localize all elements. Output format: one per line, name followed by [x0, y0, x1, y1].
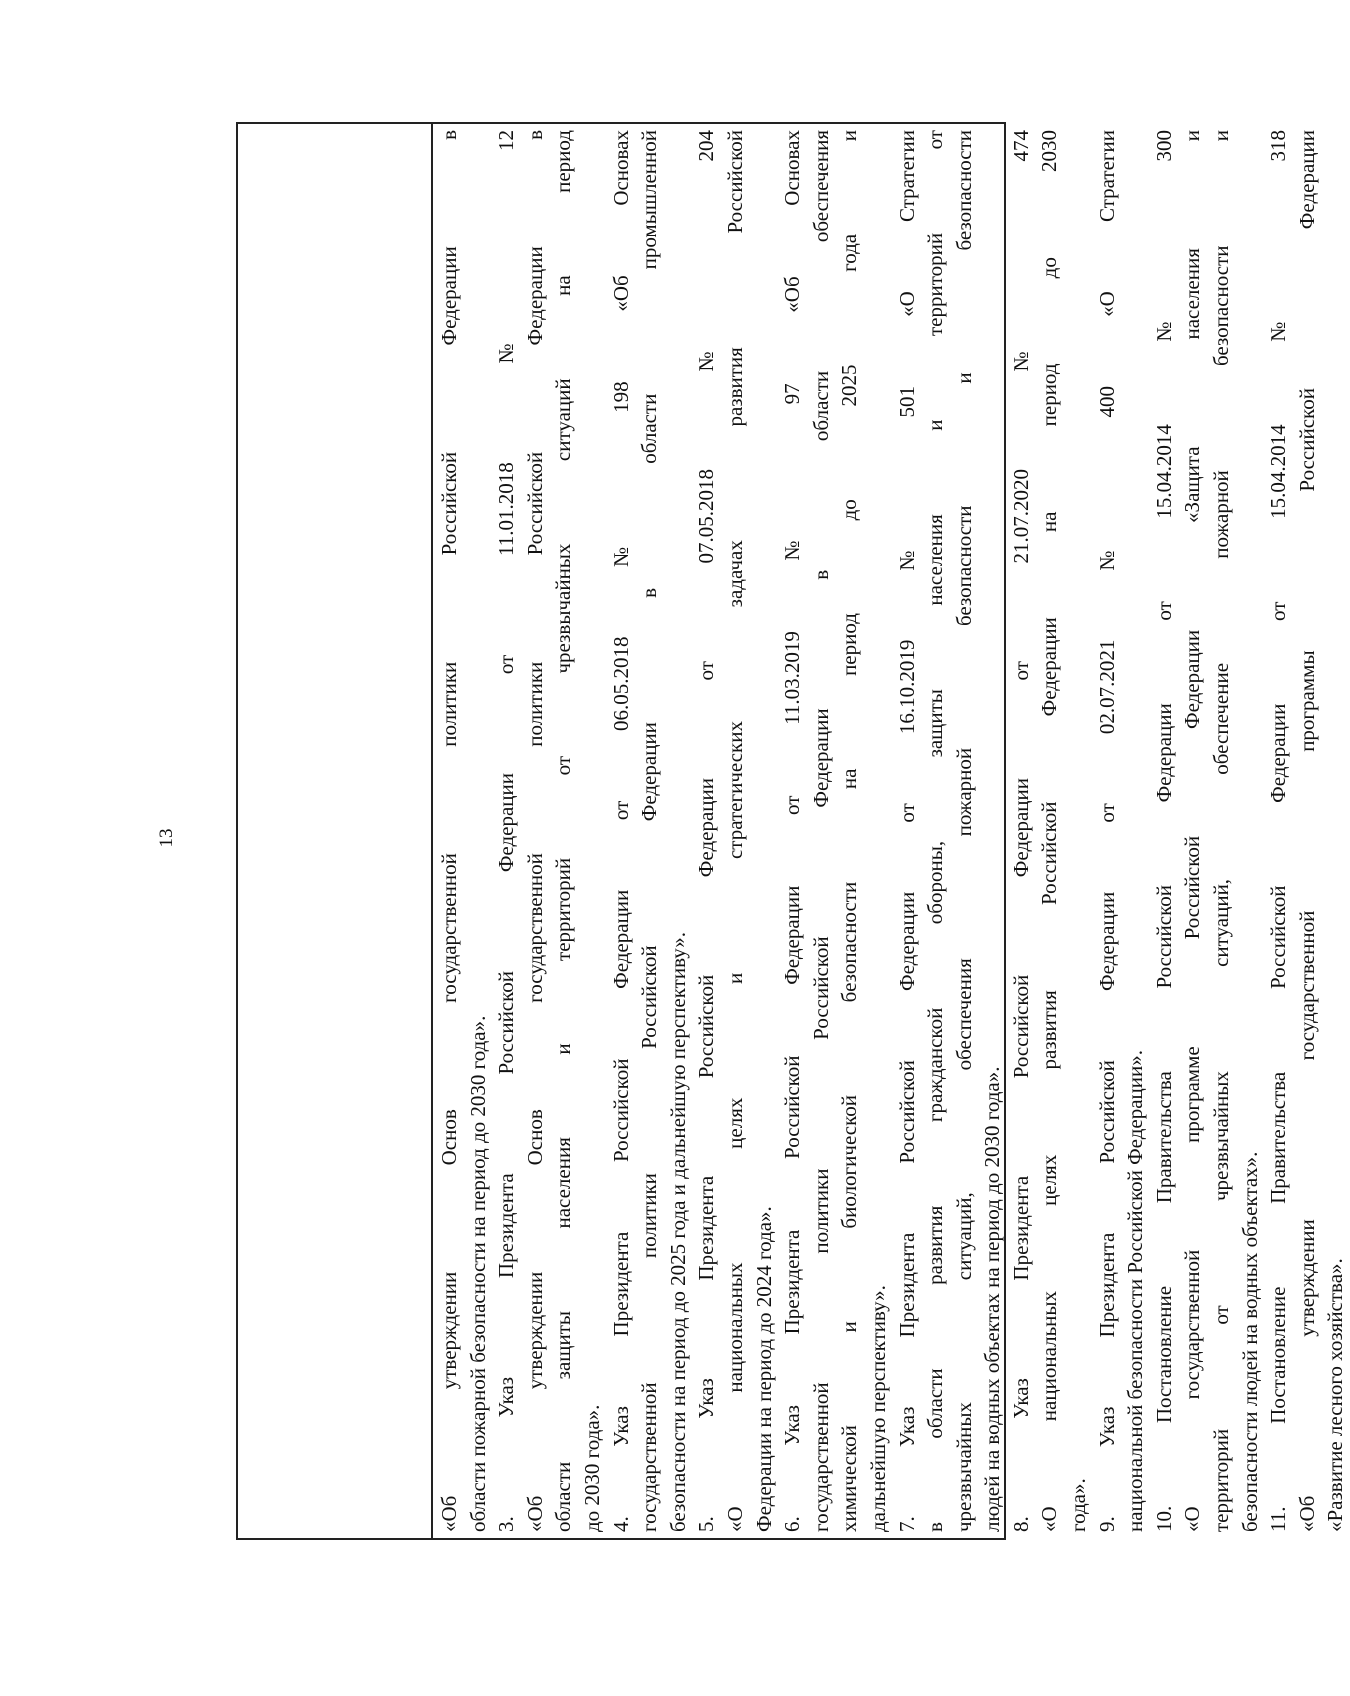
legal-acts-list	[435, 130, 1350, 1532]
text-line: области защиты населения и территорий от чрезвычайных ситуаций на период	[551, 130, 576, 1532]
text-line: 3. Указ Президента Российской Федерации от 11.01.2018 № 12	[494, 130, 519, 1532]
text-line: «О национальных целях и стратегических задачах развития Российской	[722, 130, 747, 1532]
text-line: безопасности людей на водных объектах».	[1237, 1151, 1262, 1532]
text-line: «Об утверждении Основ государственной политики Российской Федерации в	[437, 130, 461, 1532]
page-number: 13	[156, 828, 177, 848]
text-line: национальной безопасности Российской Федерации».	[1123, 1049, 1148, 1532]
text-line: области пожарной безопасности на период до 2030 года».	[465, 1015, 490, 1532]
text-line: 4. Указ Президента Российской Федерации от 06.05.2018 № 198 «Об Основах	[608, 130, 633, 1532]
text-line: до 2030 года».	[579, 1404, 604, 1532]
text-line: 11. Постановление Правительства Российской Федерации от 15.04.2014 № 318	[1266, 130, 1291, 1532]
text-line: Федерации на период до 2024 года».	[751, 1206, 776, 1532]
rotated-page	[144, 114, 1348, 1562]
text-line: в области развития гражданской обороны, защиты населения и территорий от	[923, 130, 948, 1532]
text-line: химической и биологической безопасности на период до 2025 года и	[837, 130, 862, 1532]
text-line: 5. Указ Президента Российской Федерации от 07.05.2018 № 204	[694, 130, 719, 1532]
text-line: «О государственной программе Российской Федерации «Защита населения и	[1180, 130, 1205, 1532]
text-line: государственной политики Российской Федерации в области обеспечения	[808, 130, 833, 1532]
text-line: «О национальных целях развития Российской Федерации на период до 2030	[1037, 130, 1062, 1532]
text-line: года».	[1066, 1478, 1091, 1532]
text-line: чрезвычайных ситуаций, обеспечения пожарной безопасности и безопасности	[951, 130, 976, 1532]
text-line: «Развитие лесного хозяйства».	[1323, 1258, 1348, 1532]
text-line: дальнейшую перспективу».	[865, 1285, 890, 1532]
text-line: 9. Указ Президента Российской Федерации от 02.07.2021 № 400 «О Стратегии	[1094, 130, 1119, 1532]
text-line: людей на водных объектах на период до 2030 года».	[980, 1066, 1005, 1532]
text-line: безопасности на период до 2025 года и дальнейшую перспективу».	[665, 931, 690, 1532]
text-line: 10. Постановление Правительства Российской Федерации от 15.04.2014 № 300	[1151, 130, 1176, 1532]
document-table	[236, 122, 1348, 1540]
column-divider	[431, 124, 433, 1538]
text-line: 8. Указ Президента Российской Федерации от 21.07.2020 № 474	[1008, 130, 1033, 1532]
text-line: «Об утверждении Основ государственной политики Российской Федерации в	[522, 130, 547, 1532]
text-line: территорий от чрезвычайных ситуаций, обеспечение пожарной безопасности и	[1209, 130, 1234, 1532]
text-line: 7. Указ Президента Российской Федерации от 16.10.2019 № 501 «О Стратегии	[894, 130, 919, 1532]
text-line: 6. Указ Президента Российской Федерации от 11.03.2019 № 97 «Об Основах	[780, 130, 805, 1532]
text-line: «Об утверждении государственной программы Российской Федерации	[1294, 130, 1319, 1532]
text-line: государственной политики Российской Федерации в области промышленной	[637, 130, 662, 1532]
